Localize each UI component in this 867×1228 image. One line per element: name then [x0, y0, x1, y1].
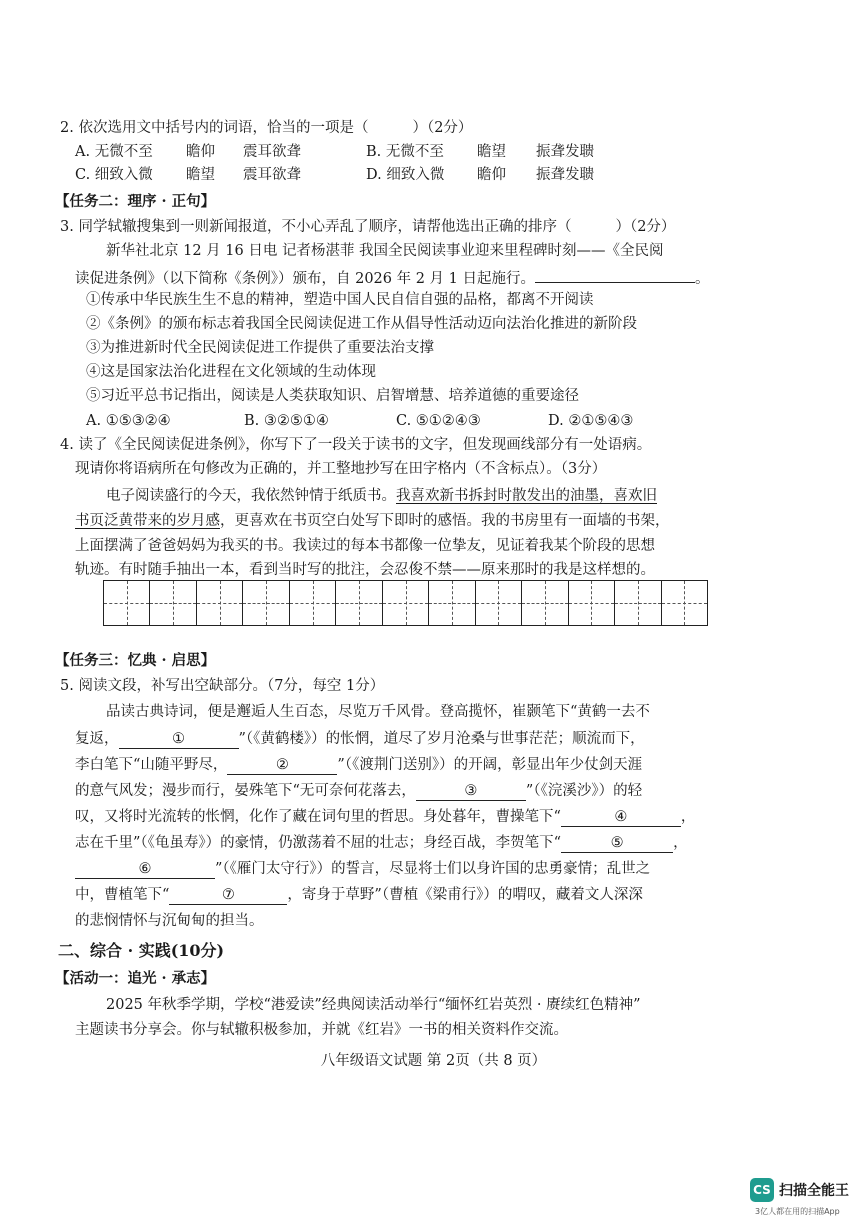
q3-choice-b: B. ③②⑤①④ [244, 413, 329, 429]
q5-line8: 中，曹植笔下“ ⑦ ，寄身于草野”（曹植《梁甫行》）的喟叹，藏着文人深深 [75, 887, 643, 903]
q5-line2: 复返， ① ”（《黄鹤楼》）的怅惘，道尽了岁月沧桑与世事茫茫；顺流而下， [75, 731, 645, 747]
blank-7[interactable]: ⑦ [169, 886, 287, 905]
grid-cell[interactable] [615, 581, 661, 625]
q3-answer-blank [535, 264, 695, 283]
grid-cell[interactable] [383, 581, 429, 625]
q5-stem: 5. 阅读文段，补写出空缺部分。（7分，每空 1分） [60, 678, 385, 694]
section2-heading: 二、综合 · 实践(10分) [58, 941, 225, 960]
grid-cell[interactable] [243, 581, 289, 625]
q2-option-d: D. 细致入微 瞻仰 振聋发聩 [366, 167, 594, 183]
grid-cell[interactable] [569, 581, 615, 625]
q4-passage-line2: 书页泛黄带来的岁月感，更喜欢在书页空白处写下即时的感悟。我的书房里有一面墙的书架， [75, 513, 670, 529]
q3-choice-a: A. ①⑤③②④ [86, 413, 171, 429]
grid-cell[interactable] [336, 581, 382, 625]
grid-cell[interactable] [290, 581, 336, 625]
grid-cell[interactable] [150, 581, 196, 625]
q5-line5: 叹，又将时光流转的怅惘，化作了藏在词句里的哲思。身处暮年，曹操笔下“ ④ ， [75, 809, 696, 825]
q4-passage-line3: 上面摆满了爸爸妈妈为我买的书。我读过的每本书都像一位挚友，见证着我某个阶段的思想 [75, 538, 655, 554]
grid-cell[interactable] [662, 581, 707, 625]
task3-heading: 【任务三：忆典 · 启思】 [55, 652, 216, 669]
q3-item-2: ②《条例》的颁布标志着我国全民阅读促进工作从倡导性活动迈向法治化推进的新阶段 [86, 316, 637, 332]
blank-1[interactable]: ① [119, 730, 239, 749]
page-footer: 八年级语文试题 第 2页（共 8 页） [320, 1053, 547, 1069]
q3-stem: 3. 同学轼辙搜集到一则新闻报道，不小心弄乱了顺序，请帮他选出正确的排序（ ）（2分） [60, 219, 676, 235]
grid-cell[interactable] [197, 581, 243, 625]
camscanner-name: 扫描全能王 [779, 1183, 849, 1199]
blank-4[interactable]: ④ [561, 808, 681, 827]
grid-cell[interactable] [476, 581, 522, 625]
q5-line6: 志在千里”（《龟虽寿》）的豪情，仍激荡着不屈的壮志；身经百战，李贺笔下“ ⑤ ， [75, 835, 688, 851]
q4-underlined-text: 我喜欢新书拆封时散发出的油墨，喜欢旧 [396, 488, 657, 504]
q3-news-line1: 新华社北京 12 月 16 日电 记者杨湛菲 我国全民阅读事业迎来里程碑时刻——《全民阅 [106, 243, 664, 259]
q2-option-a: A. 无微不至 瞻仰 震耳欲聋 [75, 144, 301, 160]
q4-underlined-text-cont: 书页泛黄带来的岁月感 [75, 513, 220, 529]
q2-option-c: C. 细致入微 瞻望 震耳欲聋 [75, 167, 301, 183]
tianzige-answer-grid[interactable] [103, 580, 708, 626]
blank-2[interactable]: ② [227, 756, 337, 775]
task2-heading: 【任务二：理序 · 正句】 [55, 193, 216, 210]
q4-stem-line2: 现请你将语病所在句修改为正确的，并工整地抄写在田字格内（不含标点）。（3分） [75, 461, 607, 477]
q3-choice-d: D. ②①⑤④③ [548, 413, 634, 429]
q3-item-1: ①传承中华民族生生不息的精神，塑造中国人民自信自强的品格，都离不开阅读 [86, 292, 594, 308]
grid-cell[interactable] [522, 581, 568, 625]
grid-cell[interactable] [429, 581, 475, 625]
q4-stem-line1: 4. 读了《全民阅读促进条例》，你写下了一段关于读书的文字，但发现画线部分有一处语病。 [60, 437, 652, 453]
q3-item-3: ③为推进新时代全民阅读促进工作提供了重要法治支撑 [86, 340, 434, 356]
q5-line3: 李白笔下“山随平野尽， ② ”（《渡荆门送别》）的开阔，彰显出年少仗剑天涯 [75, 757, 643, 773]
grid-cell[interactable] [104, 581, 150, 625]
q5-line7: ⑥ ”（《雁门太守行》）的誓言，尽显将士们以身许国的忠勇豪情；乱世之 [75, 858, 650, 880]
blank-5[interactable]: ⑤ [561, 834, 673, 853]
q5-line4: 的意气风发；漫步而行，晏殊笔下“无可奈何花落去， ③ ”（《浣溪沙》）的轻 [75, 783, 643, 799]
activity1-line1: 2025 年秋季学期，学校“港爱读”经典阅读活动举行“缅怀红岩英烈 · 赓续红色精神” [106, 997, 641, 1013]
q3-news-line2: 读促进条例》（以下简称《条例》）颁布，自 2026 年 2 月 1 日起施行。 。 [75, 264, 710, 290]
blank-6[interactable]: ⑥ [75, 860, 215, 879]
q3-choice-c: C. ⑤①②④③ [396, 413, 481, 429]
q4-passage-line1: 电子阅读盛行的今天，我依然钟情于纸质书。我喜欢新书拆封时散发出的油墨，喜欢旧 [106, 488, 657, 504]
q5-line1: 品读古典诗词，便是邂逅人生百态，尽览万千风骨。登高揽怀，崔颢笔下“黄鹤一去不 [106, 704, 650, 720]
camscanner-tagline: 3亿人都在用的扫描App [755, 1207, 840, 1216]
activity1-line2: 主题读书分享会。你与轼辙积极参加，并就《红岩》一书的相关资料作交流。 [75, 1022, 568, 1038]
q3-item-4: ④这是国家法治化进程在文化领域的生动体现 [86, 364, 376, 380]
q2-option-b: B. 无微不至 瞻望 振聋发聩 [366, 144, 594, 160]
q3-item-5: ⑤习近平总书记指出，阅读是人类获取知识、启智增慧、培养道德的重要途径 [86, 388, 579, 404]
q5-line9: 的悲悯情怀与沉甸甸的担当。 [75, 913, 264, 929]
activity1-heading: 【活动一：追光 · 承志】 [55, 970, 216, 987]
blank-3[interactable]: ③ [416, 782, 526, 801]
q4-passage-line4: 轨迹。有时随手抽出一本，看到当时写的批注，会忍俊不禁——原来那时的我是这样想的。 [75, 562, 655, 578]
camscanner-logo: CS [750, 1178, 774, 1202]
q2-stem: 2. 依次选用文中括号内的词语，恰当的一项是（ ）（2分） [60, 120, 473, 136]
